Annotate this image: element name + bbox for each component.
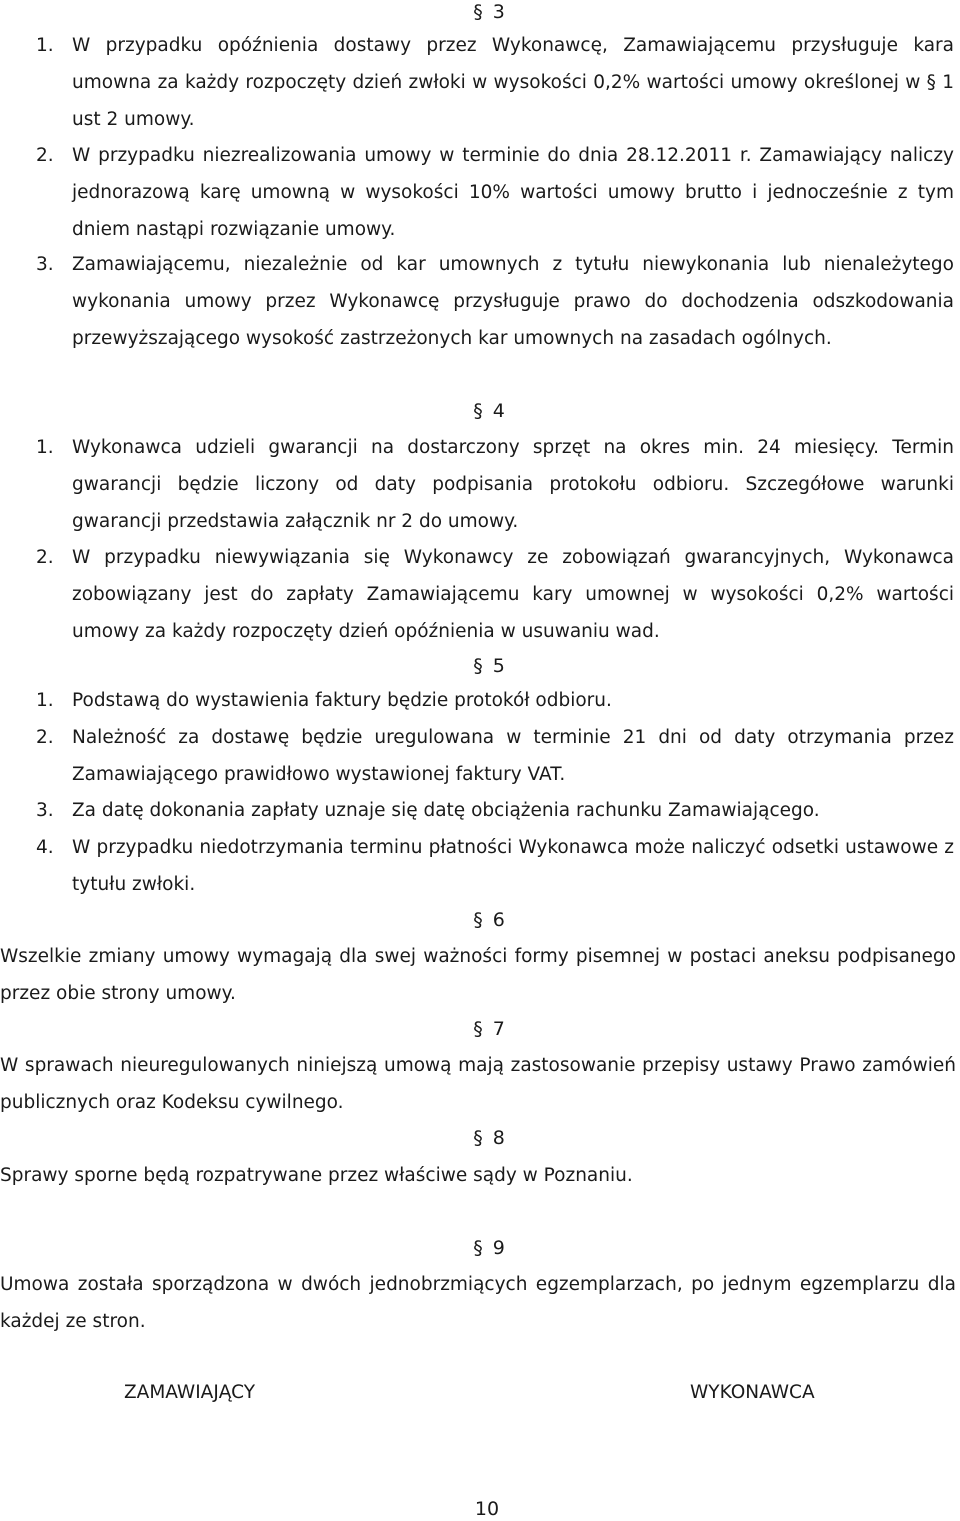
section-number: 6 <box>492 909 505 931</box>
list-text: Za datę dokonania zapłaty uznaje się datę obciążenia rachunku Zamawiającego. <box>72 800 820 821</box>
list-text: Wykonawca udzieli gwarancji na dostarczony sprzęt na okres min. 24 miesięcy. Termin gwarancji będzie liczony od daty podpisania protokołu odbioru. Szczegółowe warunki gwarancji przedstawia załącznik nr 2 do umowy. <box>72 437 954 532</box>
list-number: 4. <box>36 837 54 858</box>
section-heading-4 <box>0 399 960 423</box>
section-heading-3 <box>0 0 960 24</box>
paragraph: Wszelkie zmiany umowy wymagają dla swej ważności formy pisemnej w postaci aneksu podpisanego przez obie strony umowy. <box>0 946 956 1004</box>
list-number: 3. <box>36 800 54 821</box>
list-text: Podstawą do wystawienia faktury będzie protokół odbioru. <box>72 690 612 711</box>
section-number: 5 <box>492 655 505 677</box>
list-text: W przypadku niedotrzymania terminu płatności Wykonawca może naliczyć odsetki ustawowe z tytułu zwłoki. <box>72 837 954 895</box>
paragraph: Umowa została sporządzona w dwóch jednobrzmiących egzemplarzach, po jednym egzemplarzu dla każdej ze stron. <box>0 1274 956 1332</box>
list-number: 2. <box>36 145 54 166</box>
signature-contractor: WYKONAWCA <box>690 1382 815 1403</box>
list-number: 3. <box>36 254 54 275</box>
section-mark: § <box>473 1018 483 1040</box>
list-text: W przypadku opóźnienia dostawy przez Wykonawcę, Zamawiającemu przysługuje kara umowna za każdy rozpoczęty dzień zwłoki w wysokości 0,2% wartości umowy określonej w § 1 ust 2 umowy. <box>72 35 954 130</box>
signature-ordering-party: ZAMAWIAJĄCY <box>124 1382 256 1403</box>
section-mark: § <box>473 1127 483 1149</box>
list-number: 1. <box>36 35 54 56</box>
section-number: 7 <box>492 1018 505 1040</box>
list-number: 2. <box>36 727 54 748</box>
section-mark: § <box>473 1 483 23</box>
section-heading-9 <box>0 1236 960 1260</box>
list-number: 1. <box>36 690 54 711</box>
section-mark: § <box>473 655 483 677</box>
list-text: Zamawiającemu, niezależnie od kar umownych z tytułu niewykonania lub nienależytego wykonania umowy przez Wykonawcę przysługuje prawo do dochodzenia odszkodowania przewyższającego wysokość zastrzeżonych kar umownych na zasadach ogólnych. <box>72 254 954 349</box>
list-number: 1. <box>36 437 54 458</box>
section-number: 3 <box>492 1 505 23</box>
list-text: Należność za dostawę będzie uregulowana w terminie 21 dni od daty otrzymania przez Zamawiającego prawidłowo wystawionej faktury VAT. <box>72 727 954 785</box>
page-number: 10 <box>474 1498 500 1520</box>
section-mark: § <box>473 1237 483 1259</box>
section-heading-7 <box>0 1017 960 1041</box>
list-text: W przypadku niewywiązania się Wykonawcy ze zobowiązań gwarancyjnych, Wykonawca zobowiązany jest do zapłaty Zamawiającemu kary umownej w wysokości 0,2% wartości umowy za każdy rozpoczęty dzień opóźnienia w usuwaniu wad. <box>72 547 954 642</box>
section-number: 9 <box>492 1237 505 1259</box>
paragraph: Sprawy sporne będą rozpatrywane przez właściwe sądy w Poznaniu. <box>0 1165 633 1186</box>
section-number: 4 <box>492 400 505 422</box>
section-mark: § <box>473 909 483 931</box>
paragraph: W sprawach nieuregulowanych niniejszą umową mają zastosowanie przepisy ustawy Prawo zamówień publicznych oraz Kodeksu cywilnego. <box>0 1055 956 1113</box>
section-heading-5 <box>0 654 960 678</box>
section-heading-8 <box>0 1126 960 1150</box>
list-text: W przypadku niezrealizowania umowy w terminie do dnia 28.12.2011 r. Zamawiający naliczy jednorazową karę umowną w wysokości 10% wartości umowy brutto i jednocześnie z tym dniem nastąpi rozwiązanie umowy. <box>72 145 954 240</box>
section-number: 8 <box>492 1127 505 1149</box>
section-mark: § <box>473 400 483 422</box>
list-number: 2. <box>36 547 54 568</box>
section-heading-6 <box>0 908 960 932</box>
